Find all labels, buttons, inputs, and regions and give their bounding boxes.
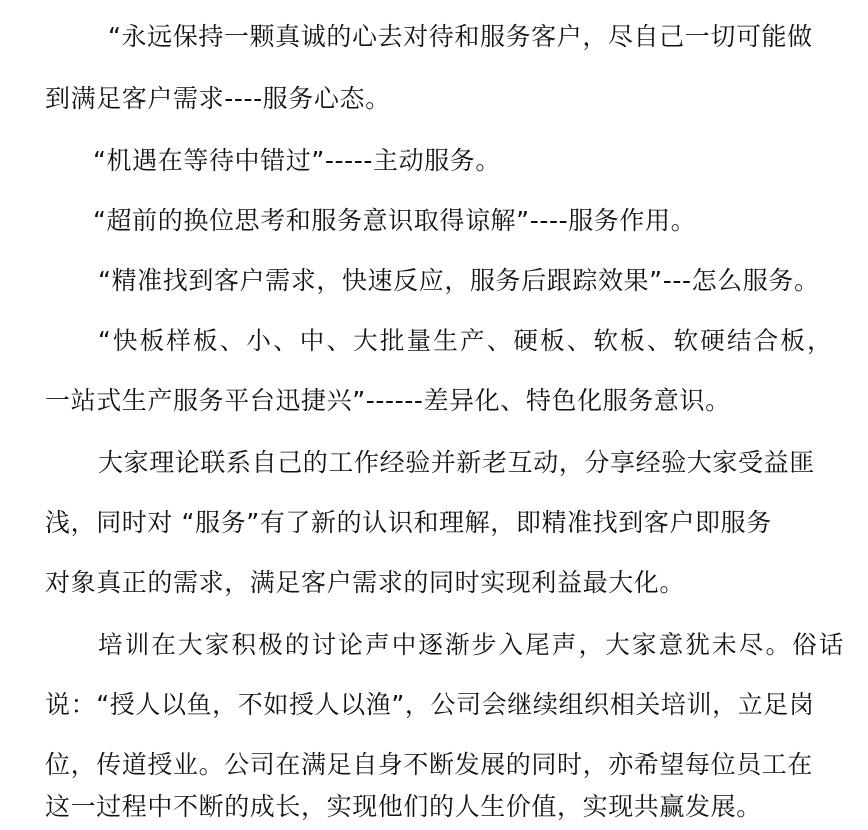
text-line: 浅，同时对 “服务”有了新的认识和理解，即精准找到客户即服务 <box>45 508 772 537</box>
text-line: 培训在大家积极的讨论声中逐渐步入尾声，大家意犹未尽。俗话 <box>98 630 846 659</box>
text-line: 到满足客户需求----服务心态。 <box>45 84 391 113</box>
text-line: “快板样板、小、中、大批量生产、硬板、软板、软硬结合板， <box>98 326 834 355</box>
text-line: 一站式生产服务平台迅捷兴”------差异化、特色化服务意识。 <box>45 386 731 415</box>
text-line: “机遇在等待中错过”-----主动服务。 <box>93 146 502 175</box>
text-line: 大家理论联系自己的工作经验并新老互动，分享经验大家受益匪 <box>98 448 815 477</box>
text-line: 位，传道授业。公司在满足自身不断发展的同时，亦希望每位员工在 <box>45 750 814 779</box>
text-line: “精准找到客户需求，快速反应，服务后跟踪效果”---怎么服务。 <box>98 266 820 295</box>
text-line: “超前的换位思考和服务意识取得谅解”----服务作用。 <box>93 206 697 235</box>
text-line: 对象真正的需求，满足客户需求的同时实现利益最大化。 <box>45 568 686 597</box>
text-line: 说：“授人以鱼，不如授人以渔”，公司会继续组织相关培训，立足岗 <box>45 690 815 719</box>
text-line: 这一过程中不断的成长，实现他们的人生价值，实现共赢发展。 <box>45 792 762 821</box>
text-line: “永远保持一颗真诚的心去对待和服务客户，尽自己一切可能做 <box>108 22 813 51</box>
